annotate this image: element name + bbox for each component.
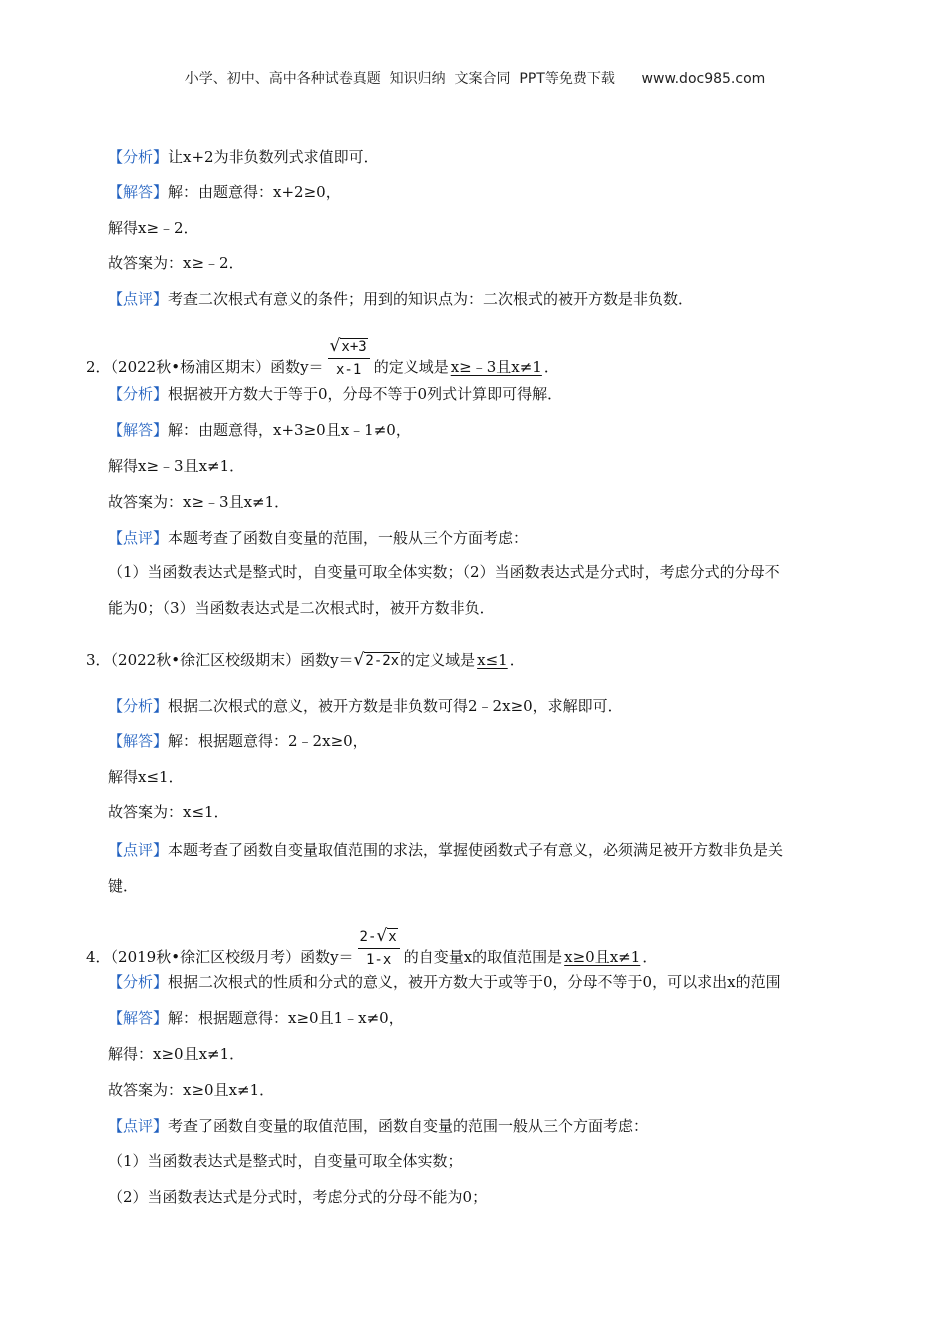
q1-solution: 【解答】解：由题意得：x+2≥0， bbox=[108, 183, 341, 201]
q3-comment: 【点评】本题考查了函数自变量取值范围的求法，掌握使函数式子有意义，必须满足被开方数非负是关 bbox=[108, 841, 784, 859]
q4-solution: 【解答】解：根据题意得：x≥0且1﹣x≠0， bbox=[108, 1009, 404, 1027]
q4-comment: 【点评】考查了函数自变量的取值范围，函数自变量的范围一般从三个方面考虑： bbox=[108, 1117, 649, 1135]
q2-stem: 2．（2022秋•杨浦区期末）函数y＝ $\frac{√x+3}{x-1}$ 的定义域是 x≥﹣3且x≠1 ． bbox=[86, 336, 559, 378]
q2-comment-line2: （1）当函数表达式是整式时，自变量可取全体实数；（2）当函数表达式是分式时，考虑分式的分母不 bbox=[108, 563, 780, 581]
comment-tag: 【点评】 bbox=[108, 290, 169, 308]
sqrt-icon: √ bbox=[329, 336, 341, 356]
q3-step: 解得x≤1． bbox=[108, 768, 184, 786]
q2-answer: 故答案为：x≥﹣3且x≠1． bbox=[108, 493, 290, 511]
q4-comment-line2: （1）当函数表达式是整式时，自变量可取全体实数； bbox=[108, 1152, 463, 1170]
q4-analysis: 【分析】根据二次根式的性质和分式的意义，被开方数大于或等于0，分母不等于0，可以求出x的范围 bbox=[108, 973, 781, 991]
q4-answer-blank: x≥0且x≠1 bbox=[564, 948, 641, 966]
q4-stem: 4．（2019秋•徐汇区校级月考）函数y＝ $\frac{2-√x}{1-x}$ 的自变量x的取值范围是 x≥0且x≠1 ． bbox=[86, 926, 658, 968]
solution-tag: 【解答】 bbox=[108, 183, 169, 201]
q4-answer: 故答案为：x≥0且x≠1． bbox=[108, 1081, 275, 1099]
q1-answer: 故答案为：x≥﹣2． bbox=[108, 254, 244, 272]
sqrt-icon: √ bbox=[376, 926, 388, 946]
q3-answer: 故答案为：x≤1． bbox=[108, 803, 229, 821]
q4-fraction: $\frac{2-√x}{1-x}$ bbox=[358, 926, 400, 970]
q2-step: 解得x≥﹣3且x≠1． bbox=[108, 457, 245, 475]
q4-comment-line3: （2）当函数表达式是分式时，考虑分式的分母不能为0； bbox=[108, 1188, 488, 1206]
q1-comment: 【点评】考查二次根式有意义的条件；用到的知识点为：二次根式的被开方数是非负数． bbox=[108, 290, 694, 308]
q3-analysis: 【分析】根据二次根式的意义，被开方数是非负数可得2﹣2x≥0，求解即可． bbox=[108, 697, 623, 715]
q3-comment-line2: 键． bbox=[108, 877, 139, 895]
sqrt-icon: √ bbox=[353, 650, 365, 670]
q3-radical: √2-2x bbox=[353, 650, 400, 670]
q2-fraction: $\frac{√x+3}{x-1}$ bbox=[328, 336, 370, 380]
q2-comment-line3: 能为0；（3）当函数表达式是二次根式时，被开方数非负． bbox=[108, 599, 495, 617]
q3-solution: 【解答】解：根据题意得：2﹣2x≥0， bbox=[108, 732, 368, 750]
q2-comment: 【点评】本题考查了函数自变量的范围，一般从三个方面考虑： bbox=[108, 529, 529, 547]
q2-solution: 【解答】解：由题意得，x+3≥0且x﹣1≠0， bbox=[108, 421, 411, 439]
page-header: 小学、初中、高中各种试卷真题 知识归纳 文案合同 PPT等免费下载 www.doc985.com bbox=[184, 71, 766, 87]
analysis-tag: 【分析】 bbox=[108, 148, 169, 166]
q1-step: 解得x≥﹣2． bbox=[108, 219, 199, 237]
q3-answer-blank: x≤1 bbox=[477, 651, 508, 669]
q1-analysis: 【分析】让x+2为非负数列式求值即可． bbox=[108, 148, 379, 166]
q3-stem: 3．（2022秋•徐汇区校级期末）函数y＝√2-2x的定义域是 x≤1 ． bbox=[86, 650, 525, 670]
q4-step: 解得：x≥0且x≠1． bbox=[108, 1045, 245, 1063]
q2-answer-blank: x≥﹣3且x≠1 bbox=[450, 358, 542, 376]
q2-analysis: 【分析】根据被开方数大于等于0，分母不等于0列式计算即可得解． bbox=[108, 385, 563, 403]
